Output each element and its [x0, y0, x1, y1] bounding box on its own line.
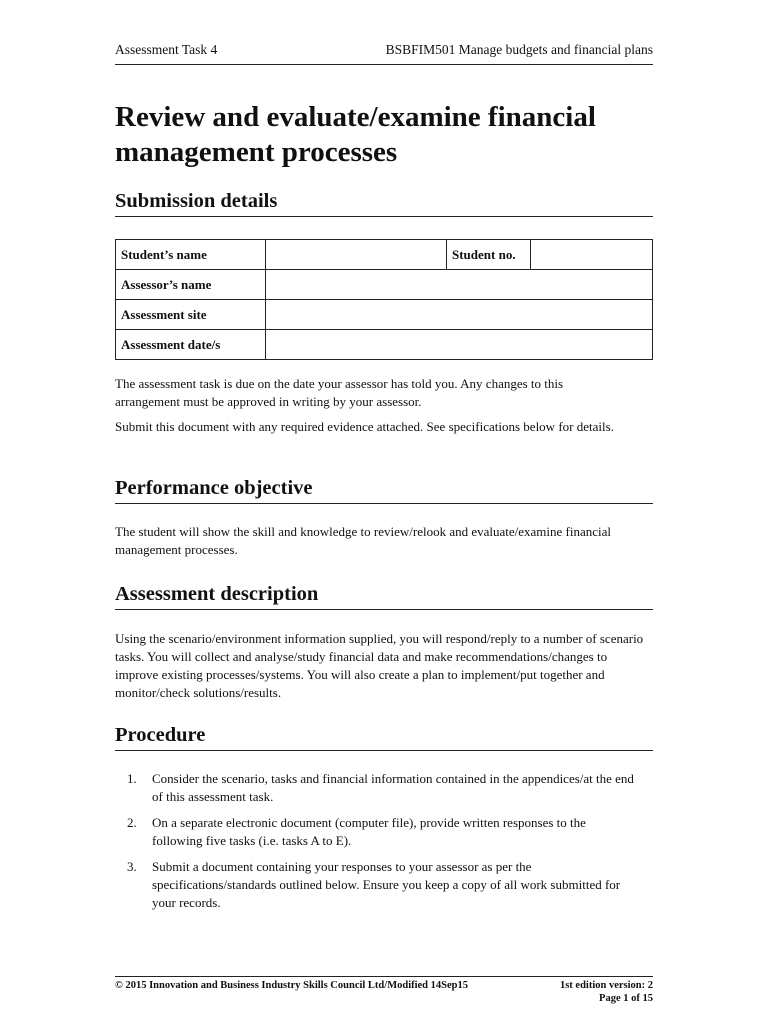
student-name-field[interactable] — [266, 240, 447, 270]
list-item-number: 3. — [127, 859, 137, 874]
assessment-description-paragraph: Using the scenario/environment information supplied, you will respond/reply to a number of scenario tasks. You will collect and analyse/study financial data and make recommendations/changes to improve existing processes/systems. You will also create a plan to implement/put together and monitor/check solutions/results. — [115, 631, 644, 700]
submit-paragraph: Submit this document with any required evidence attached. See specifications below for details. — [115, 419, 614, 434]
footer-page-number: Page 1 of 15 — [599, 993, 653, 1004]
list-item — [115, 814, 635, 850]
header-unit-label: BSBFIM501 Manage budgets and financial plans — [385, 42, 653, 57]
list-item-text: Consider the scenario, tasks and financial information contained in the appendices/at the end of this assessment task. — [152, 771, 634, 804]
list-item-number: 1. — [127, 771, 137, 786]
assessment-dates-field[interactable] — [266, 330, 653, 360]
performance-objective-paragraph: The student will show the skill and knowledge to review/relook and evaluate/examine financial management processes. — [115, 524, 612, 557]
assessment-description-heading: Assessment description — [115, 583, 653, 610]
assessor-name-label: Assessor’s name — [116, 270, 266, 300]
assessment-site-field[interactable] — [266, 300, 653, 330]
procedure-heading: Procedure — [115, 724, 653, 751]
due-date-paragraph: The assessment task is due on the date your assessor has told you. Any changes to this arrangement must be approved in writing by your assessor. — [115, 376, 564, 409]
list-item — [115, 770, 635, 806]
table-row — [116, 330, 653, 360]
table-row — [116, 270, 653, 300]
table-row — [116, 300, 653, 330]
running-header — [115, 42, 653, 65]
student-no-field[interactable] — [531, 240, 653, 270]
table-row — [116, 240, 653, 270]
procedure-list — [115, 770, 635, 920]
submission-details-table — [115, 239, 653, 360]
assessment-dates-label: Assessment date/s — [116, 330, 266, 360]
student-no-label: Student no. — [447, 240, 531, 270]
list-item — [115, 858, 635, 912]
footer-copyright: © 2015 Innovation and Business Industry Skills Council Ltd/Modified 14Sep15 — [115, 980, 468, 991]
performance-objective-heading: Performance objective — [115, 477, 653, 504]
footer-edition: 1st edition version: 2 — [559, 980, 653, 991]
list-item-text: On a separate electronic document (computer file), provide written responses to the following five tasks (i.e. tasks A to E). — [152, 815, 586, 848]
list-item-text: Submit a document containing your responses to your assessor as per the specifications/standards outlined below. Ensure you keep a copy of all work submitted for your records. — [152, 859, 621, 910]
list-item-number: 2. — [127, 815, 137, 830]
header-task-label: Assessment Task 4 — [115, 42, 218, 57]
assessment-site-label: Assessment site — [116, 300, 266, 330]
assessor-name-field[interactable] — [266, 270, 653, 300]
submission-details-heading: Submission details — [115, 190, 653, 217]
page-title: Review and evaluate/examine financial management processes — [115, 101, 596, 168]
page-footer — [115, 976, 653, 1005]
student-name-label: Student’s name — [116, 240, 266, 270]
